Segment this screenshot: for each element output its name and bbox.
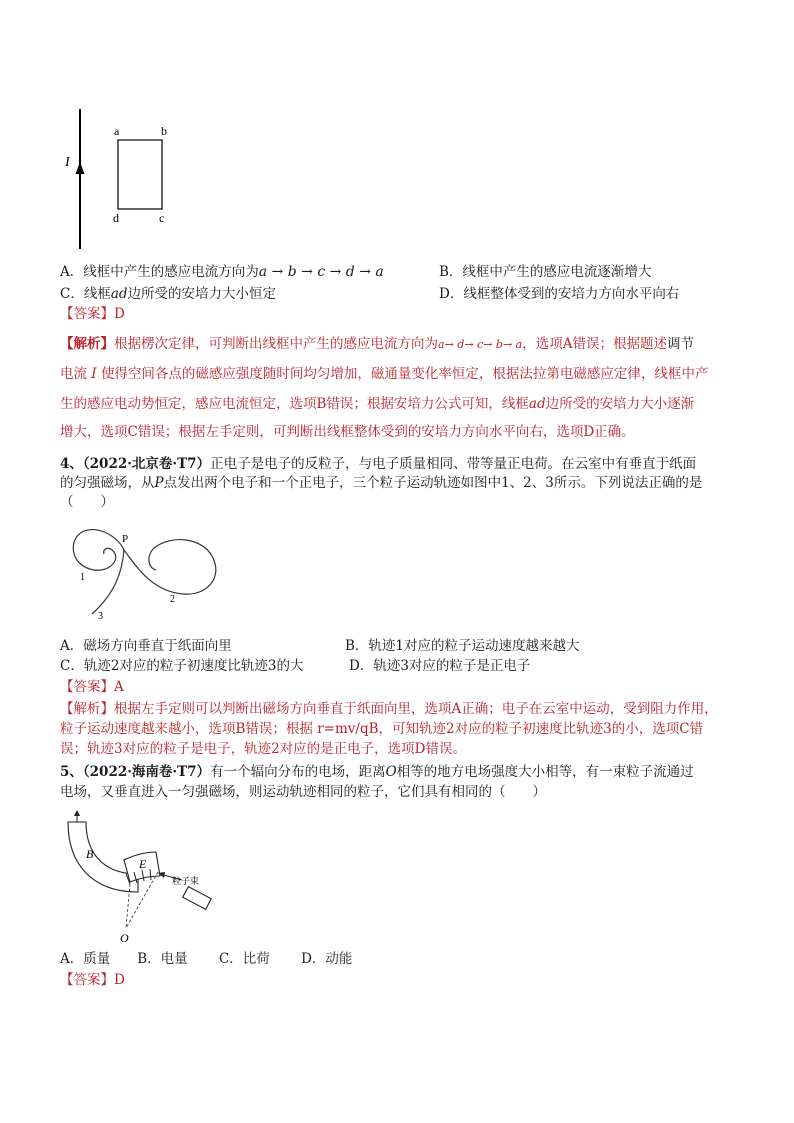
track-1-label: 1 (80, 572, 85, 583)
q4-stem-2p: P (154, 475, 164, 491)
q3-option-a (60, 262, 384, 282)
q4-number: 4、 (60, 456, 83, 472)
q4-option-c: C．轨迹2对应的粒子初速度比轨迹3的大 (60, 658, 304, 674)
q5-stem-line1 (60, 762, 694, 782)
corner-a: a (114, 124, 120, 138)
q5-answer: 【答案】D (60, 972, 125, 988)
q5-stem-1a: 有一个辐向分布的电场，距离 (210, 764, 386, 780)
q4-explanation-line2: 粒子运动速度越来越小，选项B错误；根据 r=mv/qB，可知轨迹2对应的粒子初速度比轨迹3的小，选项C错 (60, 721, 704, 737)
q3-explanation-line1 (60, 334, 694, 355)
point-p: P (122, 533, 129, 545)
corner-b: b (161, 124, 167, 138)
q5-number: 5、 (60, 764, 83, 780)
q3-option-c-ad: ad (110, 286, 128, 302)
q4-stem-line2 (60, 473, 702, 493)
q3-option-d: D．线框整体受到的安培力方向水平向右 (439, 286, 680, 302)
q3-expl-l2i: I (91, 366, 97, 382)
beam-label: 粒子束 (172, 876, 200, 886)
q4-explanation-line1: 【解析】根据左手定则可以判断出磁场方向垂直于纸面向里，选项A正确；电子在云室中运动，受到阻力作用， (60, 701, 718, 717)
q3-expl-l2b: 使得空间各点的磁感应强度随时间均匀增加，磁通量变化率恒定，根据法拉第电磁感应定律，线框中产 (100, 366, 709, 382)
q3-option-a-math: a → b → c → d → a (258, 264, 384, 280)
corner-c: c (159, 211, 165, 225)
q3-option-c-post: 边所受的安培力大小恒定 (127, 286, 277, 302)
q3-option-c-pre: C．线框 (60, 286, 111, 302)
q5-stem-1o: O (385, 764, 397, 780)
q5-options: A．质量 B．电量 C．比荷 D．动能 (60, 951, 353, 967)
b-label: B (86, 847, 94, 861)
q3-option-b: B．线框中产生的感应电流逐渐增大 (439, 264, 652, 280)
q5-stem-line2: 电场，又垂直进入一匀强磁场，则运动轨迹相同的粒子，它们具有相同的（ ） (60, 784, 546, 800)
q4-stem-2b: 点发出两个电子和一个正电子，三个粒子运动轨迹如图中1、2、3所示。下列说法正确的是 (163, 475, 703, 491)
q4-answer: 【答案】A (60, 679, 124, 695)
q4-stem-2a: 的匀强磁场，从 (60, 475, 155, 491)
q3-explanation-line3 (60, 394, 694, 414)
q4-stem-line3: （ ） (60, 494, 114, 510)
q4-option-b: B．轨迹1对应的粒子运动速度越来越大 (345, 638, 580, 654)
q3-expl-l3: 生的感应电动势恒定，感应电流恒定，选项B错误；根据安培力公式可知，线框 (60, 396, 529, 412)
particle-track-figure (64, 508, 250, 624)
q4-option-d: D．轨迹3对应的粒子是正电子 (349, 658, 531, 674)
q5-source: （2022·海南卷·T7） (82, 764, 211, 780)
q3-expl-2: ，选项A错误；根据题述 (522, 336, 667, 352)
q3-explanation-line2 (60, 364, 708, 384)
q3-expl-1: 根据楞次定律，可判断出线框中产生的感应电流方向为 (114, 336, 438, 352)
q3-expl-3: 调节 (666, 336, 694, 352)
q5-stem-1b: 相等的地方电场强度大小相等，有一束粒子流通过 (396, 764, 694, 780)
o-label: O (120, 931, 129, 945)
current-label: I (65, 155, 70, 170)
q3-option-a-text: A．线框中产生的感应电流方向为 (60, 264, 259, 280)
e-label: E (139, 857, 147, 871)
q4-option-a: A．磁场方向垂直于纸面向里 (60, 638, 232, 654)
q4-explanation-line3: 误；轨迹3对应的粒子是电子，轨迹2对应的是正电子，选项D错误。 (60, 741, 467, 757)
q3-answer: 【答案】D (60, 306, 125, 322)
q3-explanation-line4: 增大，选项C错误；根据左手定则，可判断出线框整体受到的安培力方向水平向右，选项D正确。 (60, 424, 635, 440)
q3-expl-l3b: 边所受的安培力大小逐渐 (545, 396, 695, 412)
q3-option-c (60, 284, 276, 304)
q3-expl-l2a: 电流 (60, 366, 87, 382)
wire-loop-figure (60, 104, 180, 254)
q3-expl-l3ad: ad (528, 396, 546, 412)
track-3-label: 3 (98, 611, 103, 622)
corner-d: d (113, 211, 119, 225)
track-2-label: 2 (170, 594, 175, 605)
q4-stem-1: 正电子是电子的反粒子，与电子质量相同、带等量正电荷。在云室中有垂直于纸面 (210, 456, 697, 472)
q3-expl-tag: 【解析】 (60, 336, 114, 352)
q4-stem-line1 (60, 454, 696, 474)
q3-expl-math: a→ d→ c→ b→ a (438, 338, 523, 351)
q4-source: （2022·北京卷·T7） (82, 456, 211, 472)
radial-field-figure (60, 810, 220, 948)
